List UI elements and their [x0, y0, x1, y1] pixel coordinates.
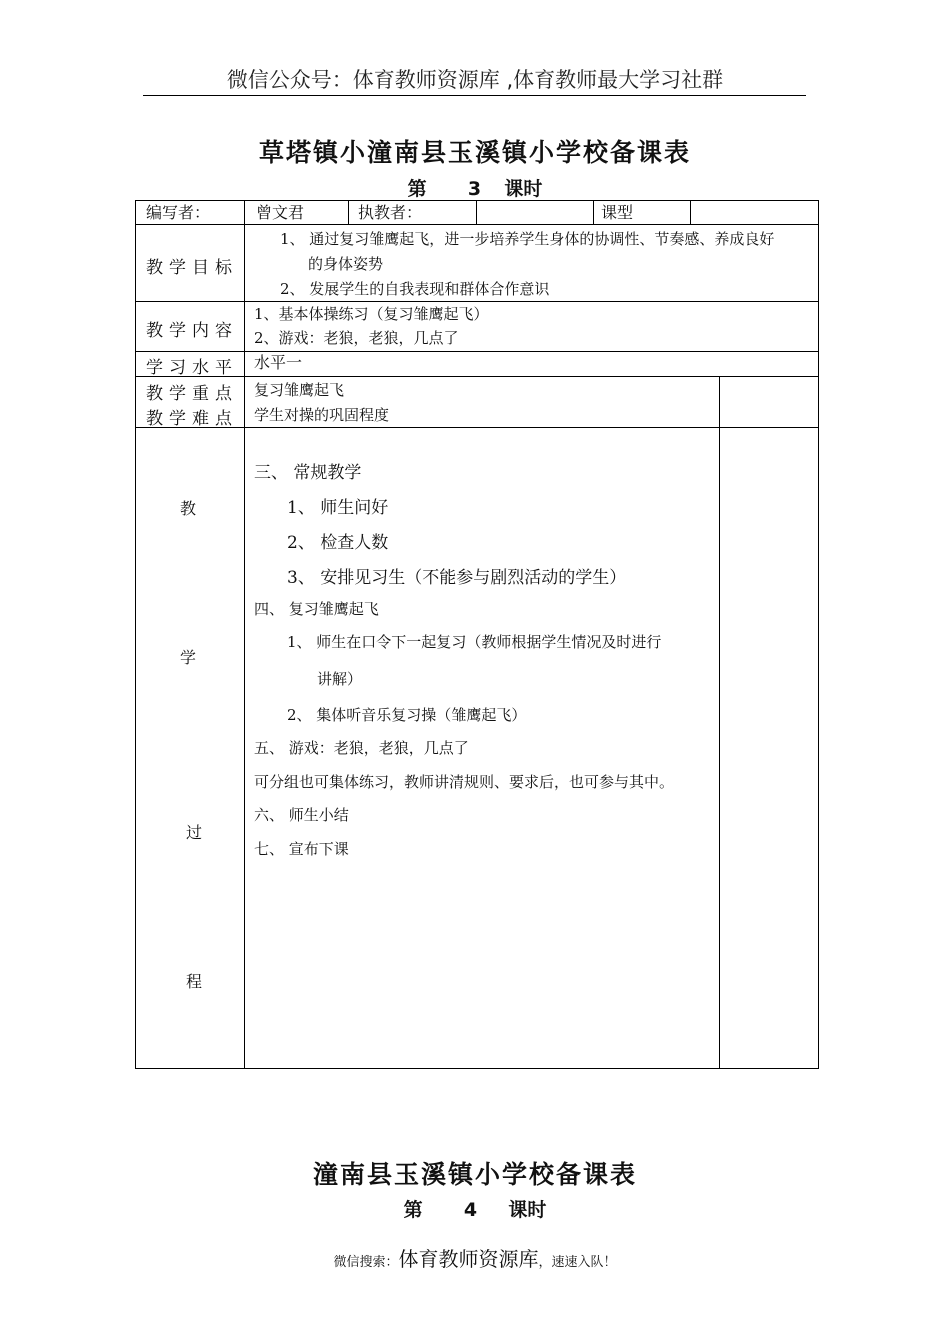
focus-value: 复习雏鹰起飞 — [254, 381, 345, 399]
content-label: 教学内容 — [146, 321, 238, 341]
difficulty-value: 学生对操的巩固程度 — [254, 406, 390, 424]
process-label-char: 过 — [186, 823, 203, 842]
row-line — [136, 427, 818, 428]
header-banner: 微信公众号：体育教师资源库 ,体育教师最大学习社群 — [226, 68, 724, 92]
footer-main: 体育教师资源库 — [398, 1247, 539, 1271]
goal-line: 1、 通过复习雏鹰起飞，进一步培养学生身体的协调性、节奏感、养成良好 — [280, 230, 775, 248]
teacher-label: 执教者： — [358, 203, 423, 222]
goals-label: 教学目标 — [146, 258, 238, 278]
col-line — [690, 201, 691, 224]
doc2-title: 潼南县玉溪镇小学校备课表 — [312, 1160, 637, 1189]
doc2-lesson-suffix: 课时 — [508, 1199, 547, 1221]
process-line: 五、 游戏：老狼，老狼，几点了 — [254, 739, 469, 757]
content-line: 1、基本体操练习（复习雏鹰起飞） — [254, 305, 489, 323]
author-value: 曾文君 — [256, 203, 305, 222]
process-line: 3、 安排见习生（不能参与剧烈活动的学生） — [287, 568, 627, 588]
doc1-lesson-prefix: 第 — [407, 178, 427, 200]
row-line — [136, 301, 818, 302]
process-line: 2、 集体听音乐复习操（雏鹰起飞） — [287, 706, 527, 724]
col-line — [476, 201, 477, 224]
footer-promo — [0, 1243, 950, 1272]
process-line: 四、 复习雏鹰起飞 — [254, 600, 379, 618]
row-line — [136, 351, 818, 352]
goal-line: 的身体姿势 — [308, 255, 384, 273]
process-line: 1、 师生在口令下一起复习（教师根据学生情况及时进行 — [287, 633, 662, 651]
focus-label: 教学重点 — [146, 384, 238, 404]
level-value: 水平一 — [254, 353, 303, 372]
level-label: 学习水平 — [146, 358, 238, 378]
row-line — [136, 376, 818, 377]
type-label: 课型 — [601, 203, 634, 222]
process-line: 1、 师生问好 — [287, 498, 389, 518]
process-label-char: 程 — [186, 972, 203, 991]
doc1-lesson-suffix: 课时 — [504, 178, 543, 200]
process-line: 讲解） — [317, 670, 363, 688]
col-line — [593, 201, 594, 224]
goal-line: 2、 发展学生的自我表现和群体合作意识 — [280, 280, 550, 298]
footer-prefix: 微信搜索： — [333, 1255, 399, 1270]
process-line: 2、 检查人数 — [287, 533, 389, 553]
footer-suffix: ，速速入队！ — [538, 1255, 617, 1270]
col-line — [348, 201, 349, 224]
doc2-lesson — [0, 1195, 950, 1222]
process-label-char: 学 — [180, 648, 197, 667]
row-line — [136, 224, 818, 225]
lesson-plan-table — [135, 200, 819, 1069]
difficulty-label: 教学难点 — [146, 409, 238, 429]
process-line: 可分组也可集体练习，教师讲清规则、要求后，也可参与其中。 — [254, 773, 675, 791]
process-line: 七、 宣布下课 — [254, 840, 349, 858]
col-line — [719, 376, 720, 1068]
process-line: 六、 师生小结 — [254, 806, 349, 824]
col-line — [244, 201, 245, 1068]
content-line: 2、游戏：老狼，老狼，几点了 — [254, 329, 459, 347]
doc2-lesson-prefix: 第 — [403, 1199, 423, 1221]
doc1-title: 草塔镇小潼南县玉溪镇小学校备课表 — [258, 138, 691, 167]
doc2-lesson-number: 4 — [463, 1199, 478, 1221]
process-label-char: 教 — [180, 499, 197, 518]
author-label: 编写者： — [146, 203, 211, 222]
process-line: 三、 常规教学 — [254, 463, 362, 483]
doc1-lesson-number: 3 — [467, 178, 482, 200]
header-rule — [143, 95, 806, 96]
doc1-lesson — [0, 174, 950, 201]
